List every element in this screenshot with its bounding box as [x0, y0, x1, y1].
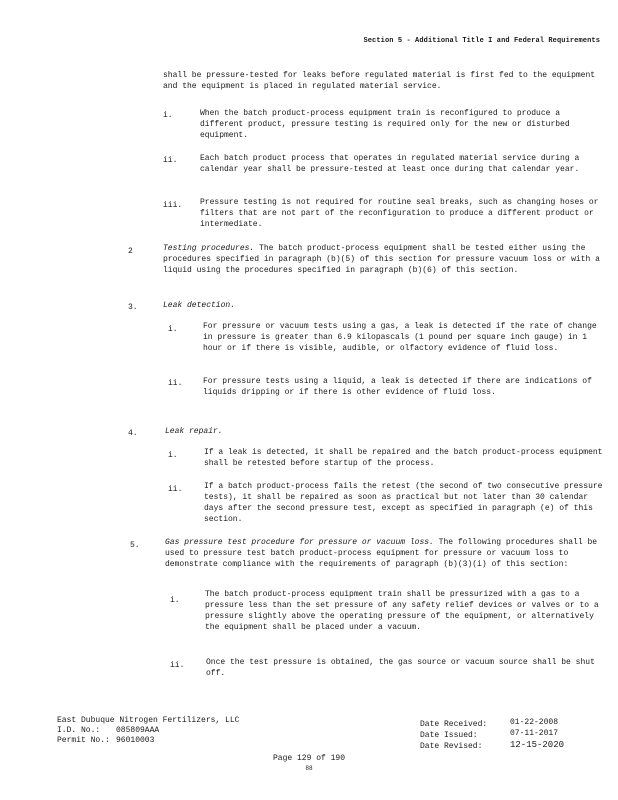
item-text: The following procedures shall be used to pressure test batch product-process equipment for pressure or vacuum loss to demonstrate compliance with the requirements of paragraph (b)(3)(i) of this section:: [165, 538, 602, 569]
date-issued: 07-11-2017: [510, 729, 559, 738]
intro-paragraph: shall be pressure-tested for leaks before regulated material is first fed to the equipment and the equipment is placed in regulated material service.: [163, 71, 600, 91]
date-revised-label: Date Revised:: [420, 742, 483, 751]
footer-permit-value: 96010003: [116, 736, 155, 745]
sub-item-text: Once the test pressure is obtained, the gas source or vacuum source shall be shut off.: [206, 658, 600, 678]
item-paragraph: [163, 243, 603, 276]
date-issued-label: Date Issued:: [420, 731, 478, 740]
item-text: The batch product-process equipment shall be tested either using the procedures specified in paragraph (b)(5) of this section for pressure vacuum loss or with a liquid using the procedures specified in paragraph (b)(6) of this section.: [163, 244, 605, 275]
footer-permit-label: Permit No.:: [57, 736, 110, 745]
section-header: Section 5 - Additional Title I and Federal Requirements: [363, 37, 600, 45]
sub-item-marker: i.: [163, 111, 173, 120]
item-marker: 5.: [130, 541, 140, 550]
sub-item-marker: i.: [170, 596, 180, 605]
date-revised: 12-15-2020: [510, 740, 565, 750]
item-heading: Leak repair.: [165, 427, 223, 436]
item-paragraph: [165, 537, 605, 570]
sub-item-text: If a leak is detected, it shall be repaired and the batch product-process equipment shall be retested before startup of the process.: [204, 448, 608, 468]
sub-item-text: The batch product-process equipment train shall be pressurized with a gas to a pressure less than the set pressure of any safety relief devices or valves or to a pressure slightly above the operating pressure of the equipment, or alternatively the equipment shall be placed under a vacuum.: [205, 590, 604, 632]
sub-item-marker: ii.: [170, 661, 185, 670]
sub-item-marker: iii.: [163, 201, 183, 210]
item-heading: Testing procedures.: [163, 244, 255, 253]
sub-item-text: For pressure tests using a liquid, a leak is detected if there are indications of liquids dripping or if there is other evidence of fluid loss.: [203, 377, 597, 397]
item-heading: Leak detection.: [163, 301, 236, 310]
date-received-label: Date Received:: [420, 720, 488, 729]
sub-item-marker: ii.: [168, 485, 183, 494]
item-marker: 4.: [128, 429, 138, 438]
item-heading: Gas pressure test procedure for pressure or vacuum loss.: [165, 538, 434, 547]
sub-item-marker: i.: [168, 325, 178, 334]
date-received: 01-22-2008: [510, 718, 559, 727]
sub-item-marker: ii.: [168, 379, 183, 388]
sub-item-text: If a batch product-process fails the retest (the second of two consecutive pressure tests), it shall be repaired as soon as practical but not later than 30 calendar days after the second pressure test, except as specified in paragraph (e) of this section.: [204, 482, 608, 524]
footer-company: East Dubuque Nitrogen Fertilizers, LLC: [57, 716, 240, 725]
sub-item-text: For pressure or vacuum tests using a gas, a leak is detected if the rate of change in pressure is greater than 6.9 kilopascals (1 pound per square inch gauge) in 1 hour or if there is visible, audible, or olfactory evidence of fluid loss.: [203, 322, 602, 353]
sub-item-text: Each batch product process that operates in regulated material service during a calendar year shall be pressure-tested at least once during that calendar year.: [200, 154, 585, 174]
sub-item-marker: ii.: [163, 156, 178, 165]
sub-item-text: Pressure testing is not required for routine seal breaks, such as changing hoses or filters that are not part of the reconfiguration to produce a different product or intermediate.: [200, 198, 604, 229]
footer-id-label: I.D. No.:: [57, 726, 101, 735]
sub-item-text: When the batch product-process equipment train is reconfigured to produce a different product, pressure testing is required only for the new or disturbed equipment.: [200, 109, 575, 140]
page-number: Page 129 of 190: [272, 754, 345, 763]
sub-item-marker: i.: [168, 451, 178, 460]
footer-id-value: 085809AAA: [116, 726, 160, 735]
page-mark: 88: [305, 765, 313, 772]
item-marker: 3.: [128, 303, 138, 312]
item-marker: 2: [128, 247, 133, 256]
